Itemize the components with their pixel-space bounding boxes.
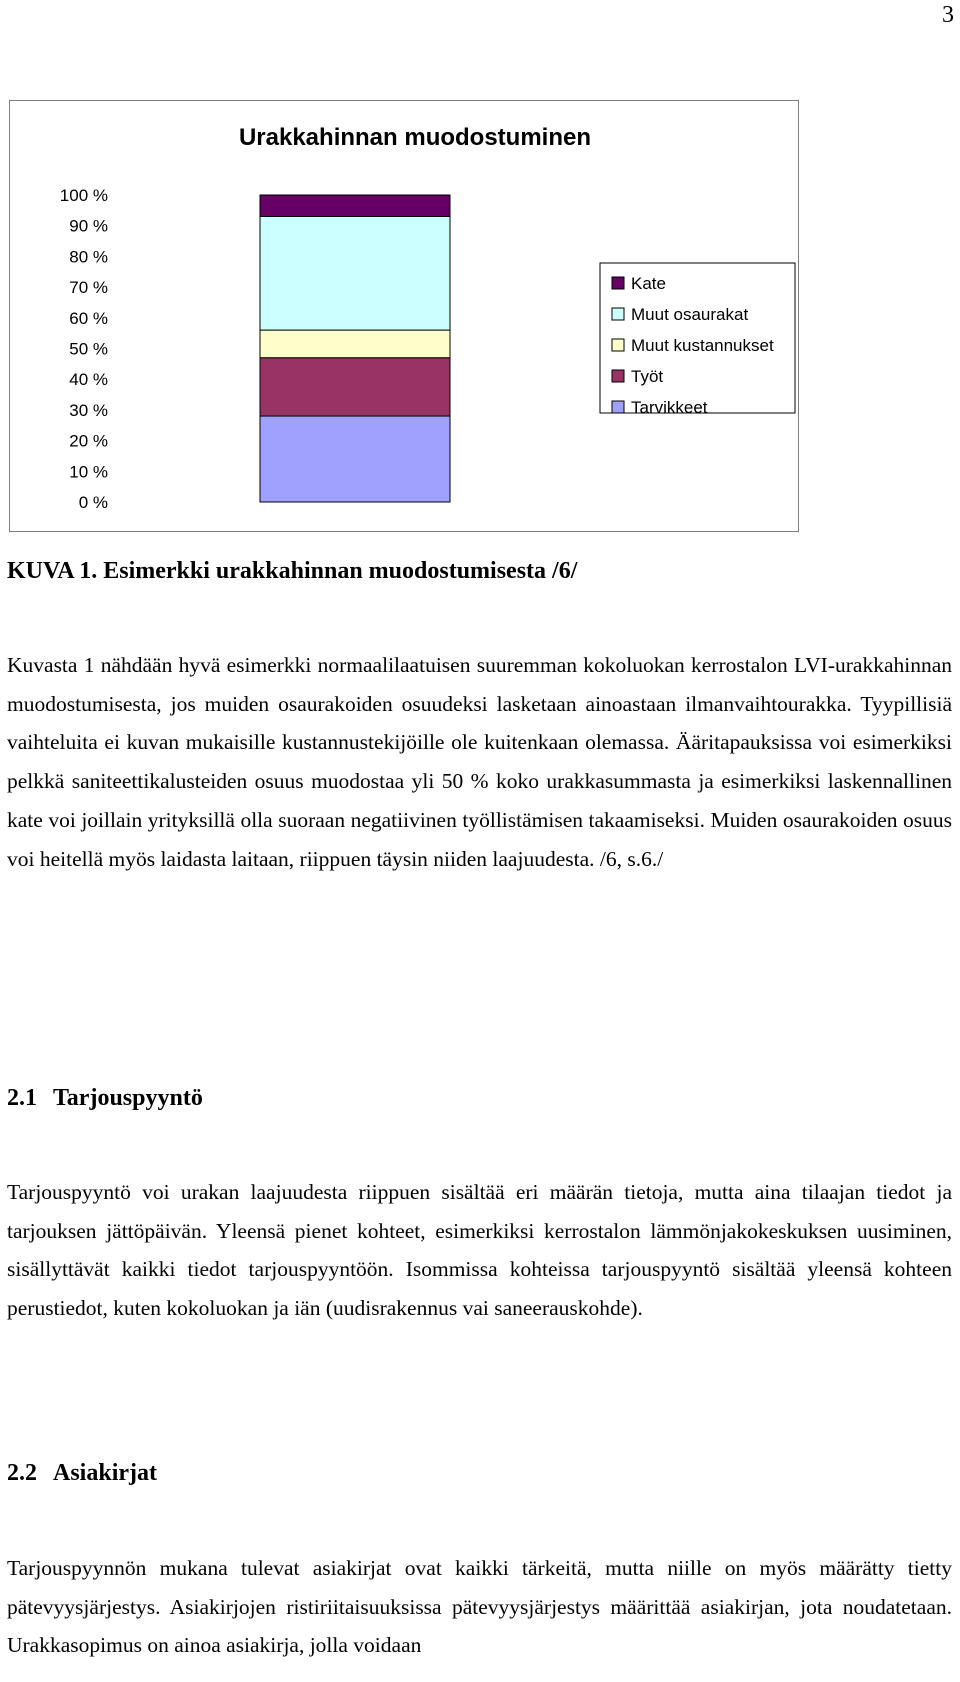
y-tick-label: 70 %	[69, 278, 108, 298]
paragraph-2: Tarjouspyyntö voi urakan laajuudesta riippuen sisältää eri määrän tietoja, mutta aina tilaajan tiedot ja tarjouksen jättöpäivän. Yleensä pienet kohteet, esimerkiksi kerrostalon lämmönjakokeskuksen uusiminen, sisällyttävät kaikki tiedot tarjouspyyntöön. Isommissa kohteissa tarjouspyyntö sisältää yleensä kohteen perustiedot, kuten kokoluokan ja iän (uudisrakennus vai saneerauskohde).	[7, 1180, 952, 1321]
bar-segment-muut-osaurakat	[260, 216, 450, 330]
bar-segment-tarvikkeet	[260, 416, 450, 502]
chart-svg	[10, 101, 800, 533]
y-tick-label: 20 %	[69, 431, 108, 451]
legend-swatch	[612, 401, 624, 413]
y-tick-label: 60 %	[69, 308, 108, 328]
y-tick-label: 100 %	[59, 186, 108, 205]
legend-swatch	[612, 339, 624, 351]
y-tick-label: 30 %	[69, 400, 108, 420]
stacked-bar	[260, 195, 450, 502]
y-tick-label: 10 %	[69, 462, 108, 482]
bar-segment-työt	[260, 358, 450, 416]
legend-label: Kate	[631, 274, 666, 293]
legend-swatch	[612, 370, 624, 382]
paragraph-1: Kuvasta 1 nähdään hyvä esimerkki normaalilaatuisen suuremman kokoluokan kerrostalon LVI-urakkahinnan muodostumisesta, jos muiden osaurakoiden osuudeksi lasketaan ainoastaan ilmanvaihtourakka. Tyypillisiä vaihteluita ei kuvan mukaisille kustannustekijöille ole kuitenkaan olemassa. Ääritapauksissa voi esimerkiksi pelkkä saniteettikalusteiden osuus muodostaa yli 50 % koko urakkasummasta ja esimerkiksi laskennallinen kate voi joillain yrityksillä olla suoraan negatiivinen työllistämisen takaamiseksi. Muiden osaurakoiden osuus voi heitellä myös laidasta laitaan, riippuen täysin niiden laajuudesta. /6, s.6./	[7, 653, 952, 871]
bar-segment-kate	[260, 195, 450, 216]
legend-label: Tarvikkeet	[631, 398, 708, 417]
y-tick-label: 50 %	[69, 339, 108, 359]
legend-label: Muut osaurakat	[631, 305, 749, 324]
legend-swatch	[612, 308, 624, 320]
bar-segment-muut-kustannukset	[260, 330, 450, 358]
section-number: 2.2	[7, 1460, 37, 1486]
legend	[600, 263, 795, 417]
y-tick-label: 80 %	[69, 247, 108, 267]
y-tick-label: 90 %	[69, 216, 108, 236]
section-title: Tarjouspyyntö	[53, 1085, 203, 1111]
section-heading-2-1	[7, 1085, 203, 1112]
legend-label: Muut kustannukset	[631, 336, 774, 355]
section-heading-2-2	[7, 1460, 157, 1487]
section-title: Asiakirjat	[53, 1460, 157, 1486]
section-number: 2.1	[7, 1085, 37, 1111]
legend-swatch	[612, 277, 624, 289]
page-number: 3	[942, 2, 954, 28]
chart-title: Urakkahinnan muodostuminen	[238, 124, 592, 151]
paragraph-3: Tarjouspyynnön mukana tulevat asiakirjat ovat kaikki tärkeitä, mutta niille on myös määrätty tietty pätevyysjärjestys. Asiakirjojen ristiriitaisuuksissa pätevyysjärjestys määrittää asiakirjan, jota noudatetaan. Urakkasopimus on ainoa asiakirja, jolla voidaan	[7, 1556, 952, 1658]
figure-caption: KUVA 1. Esimerkki urakkahinnan muodostumisesta /6/	[7, 558, 578, 584]
y-tick-label: 40 %	[69, 370, 108, 390]
legend-label: Työt	[631, 367, 664, 386]
y-axis-ticks	[60, 186, 108, 512]
chart	[9, 100, 799, 532]
y-tick-label: 0 %	[78, 493, 108, 512]
